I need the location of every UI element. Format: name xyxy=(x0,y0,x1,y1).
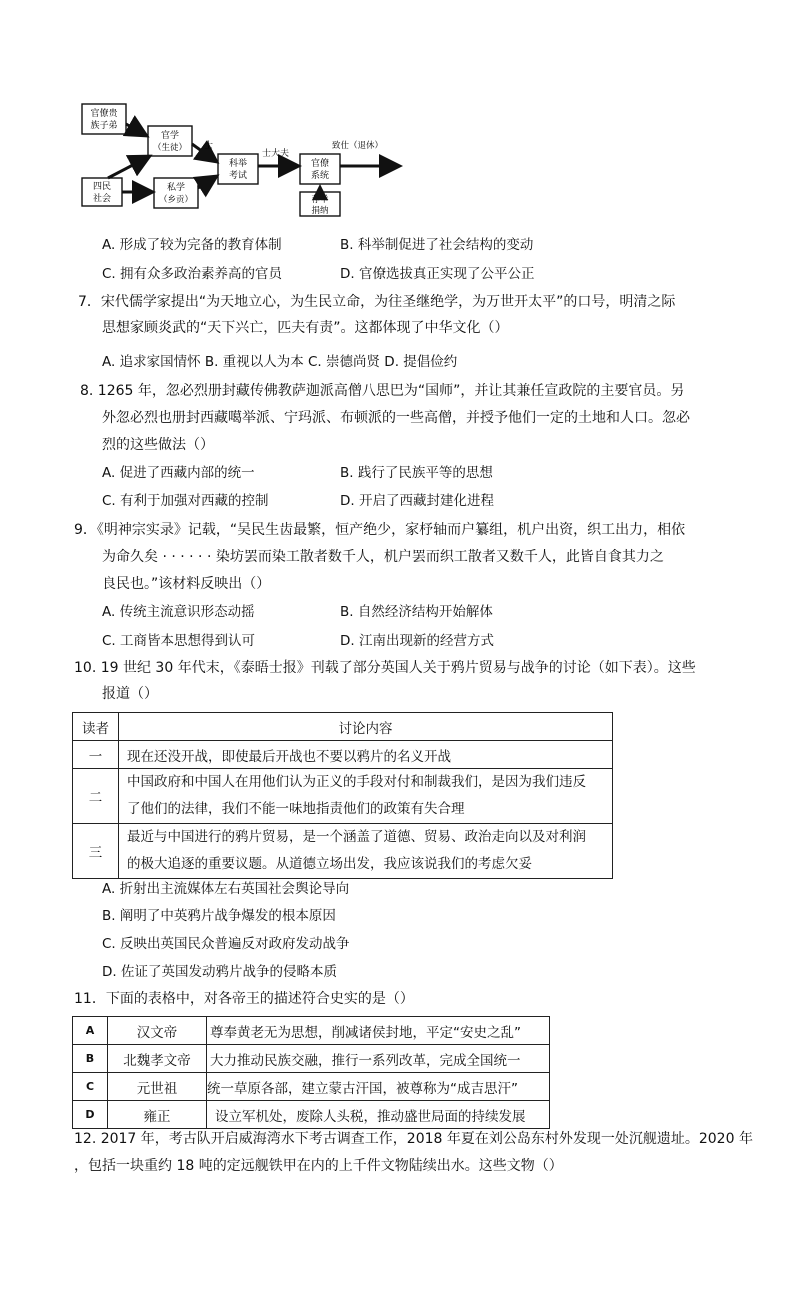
q11-option-letter[interactable]: A xyxy=(73,1017,108,1045)
q11-description: 尊奉黄老无为思想，削减诸侯封地，平定“安史之乱” xyxy=(207,1017,550,1045)
q11-description: 统一草原各部，建立蒙古汗国，被尊称为“成吉思汗” xyxy=(207,1073,550,1101)
q10-option-b[interactable]: B. 阐明了中英鸦片战争爆发的根本原因 xyxy=(102,908,336,924)
q7-stem-line1: 7．宋代儒学家提出“为天地立心，为生民立命，为往圣继绝学，为万世开太平”的口号，明清之际 xyxy=(78,294,676,310)
box-official-school-l1: 官学 xyxy=(160,131,180,141)
q8-option-c[interactable]: C. 有利于加强对西藏的控制 xyxy=(102,493,269,509)
q11-emperor: 元世祖 xyxy=(108,1073,207,1101)
q11-option-letter[interactable]: B xyxy=(73,1045,108,1073)
box-bureaucracy-l1: 官僚 xyxy=(310,159,330,169)
q8-option-b[interactable]: B. 践行了民族平等的思想 xyxy=(340,465,493,481)
q11-emperor: 雍正 xyxy=(108,1101,207,1129)
q11-emperor: 汉文帝 xyxy=(108,1017,207,1045)
q9-stem-line2: 为命久矣 · · · · · · 染坊罢而染工散者数千人，机户罢而织工散者又数千人，此皆自食其力之 xyxy=(102,549,664,565)
q7-stem-line2: 思想家顾炎武的“天下兴亡，匹夫有责”。这都体现了中华文化（） xyxy=(102,320,509,336)
q6-option-b[interactable]: B. 科举制促进了社会结构的变动 xyxy=(340,237,534,253)
q9-option-a[interactable]: A. 传统主流意识形态动摇 xyxy=(102,604,255,620)
q8-stem-line2: 外忽必烈也册封西藏噶举派、宁玛派、布顿派的一些高僧，并授予他们一定的土地和人口。忽必 xyxy=(102,410,690,426)
q10-option-c[interactable]: C. 反映出英国民众普遍反对政府发动战争 xyxy=(102,936,350,952)
box-recommend-l2: 捐纳 xyxy=(311,206,329,216)
q6-option-a[interactable]: A. 形成了较为完备的教育体制 xyxy=(102,237,282,253)
q7-options[interactable]: A. 追求家国情怀 B. 重视以人为本 C. 崇德尚贤 D. 提倡俭约 xyxy=(102,354,458,370)
q10-row-content: 现在还没开战，即使最后开战也不要以鸦片的名义开战 xyxy=(119,741,613,769)
arrow-private-to-exam xyxy=(198,176,217,188)
box-four-classes-l1: 四民 xyxy=(92,182,112,192)
q10-row-label: 三 xyxy=(73,824,119,879)
q9-option-d[interactable]: D. 江南出现新的经营方式 xyxy=(340,633,494,649)
q10-row-content: 中国政府和中国人在用他们认为正义的手段对付和制裁我们，是因为我们违反 了他们的法律，我们不能一味地指责他们的政策有失合理 xyxy=(119,769,613,824)
box-private-school-l1: 私学 xyxy=(166,183,186,193)
label-shidafu: 士大夫 xyxy=(262,149,290,159)
q10-header-content: 讨论内容 xyxy=(119,713,613,741)
q11-stem: 11．下面的表格中，对各帝王的描述符合史实的是（） xyxy=(74,991,414,1007)
box-bureaucracy-l2: 系统 xyxy=(310,171,330,181)
box-noble-children-l2: 族子弟 xyxy=(90,121,118,131)
q6-option-c[interactable]: C. 拥有众多政治素养高的官员 xyxy=(102,266,283,282)
arrow-noble-to-school xyxy=(126,124,147,136)
q11-option-letter[interactable]: D xyxy=(73,1101,108,1129)
q8-stem-line3: 烈的这些做法（） xyxy=(102,437,214,453)
box-official-school-l2: （生徒） xyxy=(152,143,188,153)
box-keju-exam-l1: 科举 xyxy=(228,159,248,169)
q9-option-c[interactable]: C. 工商皆本思想得到认可 xyxy=(102,633,256,649)
q10-row-label: 二 xyxy=(73,769,119,824)
q6-option-d[interactable]: D. 官僚选拔真正实现了公平公正 xyxy=(340,266,535,282)
q9-stem-line3: 良民也。”该材料反映出（） xyxy=(102,576,271,592)
box-recommend-l1: 荐举 xyxy=(311,195,329,205)
q10-reader-table xyxy=(72,712,613,879)
q10-option-a[interactable]: A. 折射出主流媒体左右英国社会舆论导向 xyxy=(102,881,350,897)
q10-row-content: 最近与中国进行的鸦片贸易，是一个涵盖了道德、贸易、政治走向以及对利润 的极大追逐的重要议题。从道德立场出发，我应该说我们的考虑欠妥 xyxy=(119,824,613,879)
box-noble-children-l1: 官僚贵 xyxy=(90,109,118,119)
imperial-exam-diagram xyxy=(78,100,408,220)
q12-stem-line1: 12. 2017 年，考古队开启威海湾水下考古调查工作，2018 年夏在刘公岛东村外发现一处沉舰遗址。2020 年 xyxy=(74,1131,753,1147)
q12-stem-line2: ，包括一块重约 18 吨的定远舰铁甲在内的上千件文物陆续出水。这些文物（） xyxy=(74,1158,563,1174)
q9-option-b[interactable]: B. 自然经济结构开始解体 xyxy=(340,604,493,620)
q11-emperor-table xyxy=(72,1016,550,1129)
q9-stem-line1: 9．《明神宗实录》记载，“吴民生齿最繁，恒产绝少，家杼轴而户纂组，机户出资，织工出力，相依 xyxy=(74,522,686,538)
label-shi: 士 xyxy=(204,141,214,151)
q11-description: 设立军机处，废除人头税，推动盛世局面的持续发展 xyxy=(207,1101,550,1129)
box-keju-exam-l2: 考试 xyxy=(228,171,248,181)
q8-option-d[interactable]: D. 开启了西藏封建化进程 xyxy=(340,493,494,509)
arrow-classes-to-school xyxy=(108,156,150,178)
q8-stem-line1: 8. 1265 年，忽必烈册封藏传佛教萨迦派高僧八思巴为“国师”，并让其兼任宣政院的主要官员。另 xyxy=(80,383,685,399)
q8-option-a[interactable]: A. 促进了西藏内部的统一 xyxy=(102,465,255,481)
q10-stem-line2: 报道（） xyxy=(102,686,158,702)
q10-header-reader: 读者 xyxy=(73,713,119,741)
box-private-school-l2: （乡贡） xyxy=(158,195,194,205)
label-zhishi: 致仕（退休） xyxy=(332,141,384,151)
q11-description: 大力推动民族交融，推行一系列改革，完成全国统一 xyxy=(207,1045,550,1073)
q10-stem-line1: 10. 19 世纪 30 年代末，《泰晤士报》刊载了部分英国人关于鸦片贸易与战争的讨论（如下表）。这些 xyxy=(74,660,696,676)
box-four-classes-l2: 社会 xyxy=(92,194,112,204)
q10-option-d[interactable]: D. 佐证了英国发动鸦片战争的侵略本质 xyxy=(102,964,337,980)
q11-emperor: 北魏孝文帝 xyxy=(108,1045,207,1073)
q11-option-letter[interactable]: C xyxy=(73,1073,108,1101)
q10-row-label: 一 xyxy=(73,741,119,769)
